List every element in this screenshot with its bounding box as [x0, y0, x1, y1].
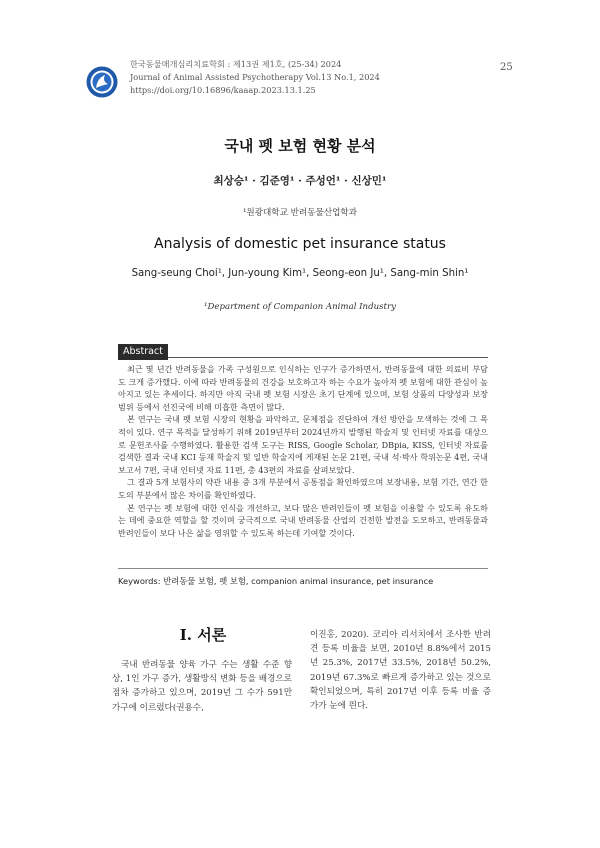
body-paragraph: 국내 반려동물 양육 가구 수는 생활 수준 향상, 1인 가구 증가, 생활방식 변화 등을 배경으로 점차 증가하고 있으며, 2019년 그 수가 591만 가구에 이르렀다(권용수,: [112, 660, 292, 713]
authors-en: Sang-seung Choi¹, Jun-young Kim¹, Seong-eon Ju¹, Sang-min Shin¹: [131, 268, 469, 279]
abstract-paragraph: 본 연구는 국내 펫 보험 시장의 현황을 파악하고, 문제점을 진단하여 개선 방안을 모색하는 것에 그 목적이 있다. 연구 목적을 달성하기 위해 2019년부터 2024년까지 발행된 학술지 및 인터넷 자료를 대상으로 문헌조사를 수행하였다. 활용한 검색 도구는 RISS, Google Scholar, DBpia, KISS, 인터넷 자료를 검색한 결과 국내 KCI 등재 학술지 및 일반 학술지에 게재된 논문 21편, 국내 석·박사 학위논문 4편, 국내 보고서 7편, 국내 인터넷 자료 11편, 총 43편의 자료를 살펴보았다.: [118, 414, 488, 475]
abstract-paragraph: 본 연구는 펫 보험에 대한 인식을 개선하고, 보다 많은 반려인들이 펫 보험을 이용할 수 있도록 유도하는 데에 중요한 역할을 할 것이며 궁극적으로 국내 반려동물 산업의 건전한 발전을 도모하고, 반려동물과 반려인들이 보다 나은 삶을 영위할 수 있도록 하는데 기여할 것이다.: [118, 502, 488, 538]
body-column-right: [310, 628, 491, 713]
journal-logo-icon: [86, 66, 118, 98]
journal-header: [130, 58, 490, 97]
doi-link[interactable]: https://doi.org/10.16896/kaaap.2023.13.1.25: [130, 85, 316, 95]
keywords: Keywords: 반려동물 보험, 펫 보험, companion animal insurance, pet insurance: [118, 576, 434, 586]
affiliation-ko: ¹원광대학교 반려동물산업학과: [242, 208, 358, 218]
page-number: 25: [500, 62, 513, 73]
journal-name-ko: 한국동물매개심리치료학회 : 제13권 제1호, (25-34) 2024: [130, 59, 342, 69]
paper-title-ko: 국내 펫 보험 현황 분석: [224, 137, 376, 155]
affiliation-en: ¹Department of Companion Animal Industry: [204, 302, 396, 312]
paper-title-en: Analysis of domestic pet insurance status: [154, 236, 446, 252]
body-paragraph: 이진홍, 2020). 코리아 리서치에서 조사한 반려견 등록 비율을 보면, 2010년 8.8%에서 2015년 25.3%, 2017년 33.5%, 2018년 50.2%, 2019년 67.3%로 빠르게 증가하고 있는 것으로 확인되었으며, 특히 2017년 이후 등록 비율 증가가 눈에 띈다.: [310, 630, 491, 712]
abstract-body: [118, 363, 488, 539]
abstract-paragraph: 그 결과 5개 보험사의 약관 내용 중 3개 부분에서 공통점을 확인하였으며 보장내용, 보험 기간, 연간 한도의 부분에서 많은 차이를 확인하였다.: [118, 477, 488, 500]
body-column-left: [112, 658, 292, 715]
abstract-bottom-rule: [118, 568, 488, 569]
abstract-top-rule: [118, 357, 488, 358]
journal-name-en: Journal of Animal Assisted Psychotherapy Vol.13 No.1, 2024: [130, 72, 380, 82]
authors-ko: 최상승¹ · 김준영¹ · 주성언¹ · 신상민¹: [213, 175, 387, 187]
section-heading: Ⅰ. 서론: [179, 626, 227, 644]
abstract-paragraph: 최근 몇 년간 반려동물을 가족 구성원으로 인식하는 인구가 증가하면서, 반려동물에 대한 의료비 부담도 크게 증가했다. 이에 따라 반려동물의 건강을 보호하고자 하는 수요가 높아져 펫 보험에 대한 관심이 높아지고 있는 추세이다. 하지만 아직 국내 펫 보험 시장은 초기 단계에 있으며, 보험 상품의 다양성과 보장 범위 등에서 선진국에 비해 미흡한 측면이 많다.: [118, 364, 488, 412]
abstract-label: Abstract: [118, 344, 168, 360]
